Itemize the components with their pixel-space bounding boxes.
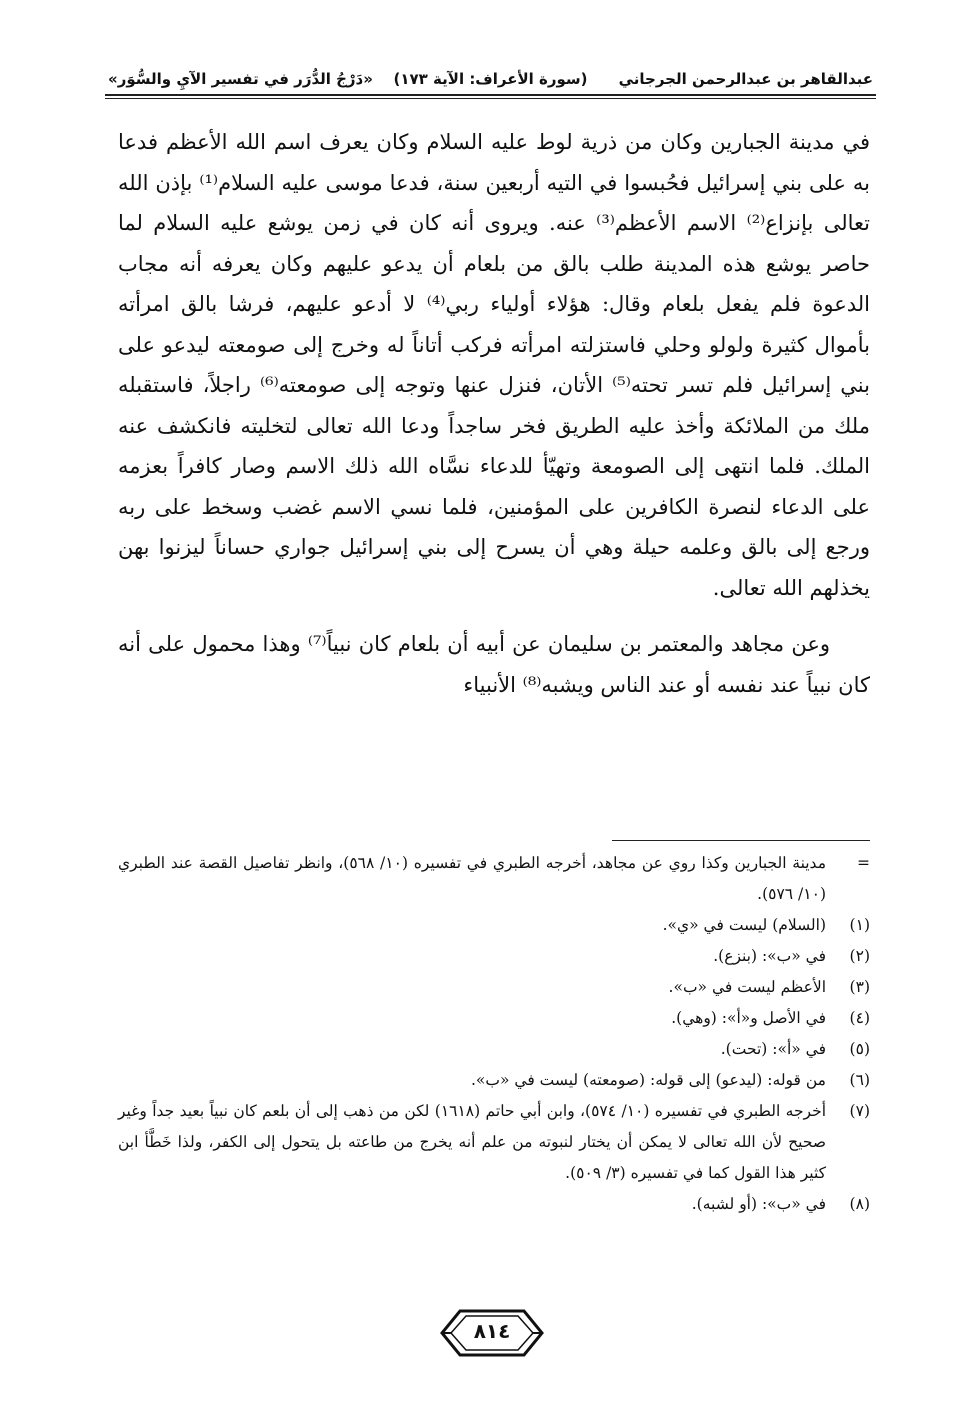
footnotes (118, 848, 870, 1220)
footnote-text: في «ب»: (أو لشبه). (691, 1195, 826, 1213)
header-surah-verse: (سورة الأعراف: الآية ١٧٣) (393, 70, 588, 88)
footnote (118, 1189, 870, 1220)
footnote (118, 1065, 870, 1096)
header-rule (105, 94, 876, 96)
footnote-text: مدينة الجبارين وكذا روي عن مجاهد، أخرجه الطبري في تفسيره (١٠/ ٥٦٨)، وانظر تفاصيل القصة عند الطبري (١٠/ ٥٧٦). (118, 854, 826, 903)
footnote-text: في «أ»: (تحت). (720, 1040, 826, 1058)
footnote-text: (السلام) ليست في «ي». (662, 916, 826, 934)
header-book-title: «دَرْجُ الدُّرَر في تفسير الآيِ والسُّوَر» (108, 70, 373, 88)
footnote (118, 972, 870, 1003)
footnote-number: (١) (849, 916, 870, 934)
running-header (108, 66, 873, 96)
footnote-number: (٥) (849, 1040, 870, 1058)
footnote-number: (٨) (849, 1195, 870, 1213)
footnote-text: في الأصل و«أ»: (وهي). (671, 1009, 826, 1027)
body-paragraph: وعن مجاهد والمعتمر بن سليمان عن أبيه أن بلعام كان نبياً⁽⁷⁾ وهذا محمول على أنه كان نبياً عند نفسه أو عند الناس ويشبه⁽⁸⁾ الأنبياء (118, 632, 870, 697)
footnote (118, 941, 870, 972)
footnote-number: = (857, 854, 870, 872)
footnote-number: (٧) (849, 1102, 870, 1120)
footnote (118, 1096, 870, 1189)
footnote-text: أخرجه الطبري في تفسيره (١٠/ ٥٧٤)، وابن أبي حاتم (١٦١٨) لكن من ذهب إلى أن بلعم كان نبياً بعيد جداً وغير صحيح لأن الله تعالى لا يمكن أن يختار لنبوته من علم أنه يخرج من طاعته بل يتحول إلى الكفر، ولذا خَطَّأ ابن كثير هذا القول كما في تفسيره (٣/ ٥٠٩). (118, 1102, 826, 1182)
footnote (118, 910, 870, 941)
header-rule-thin (105, 98, 876, 99)
page-number-ornament (438, 1307, 546, 1359)
body-paragraph: في مدينة الجبارين وكان من ذرية لوط عليه السلام وكان يعرف اسم الله الأعظم فدعا به على بني إسرائيل فحُبسوا في التيه أربعين سنة، فدعا موسى عليه السلام⁽¹⁾ بإذن الله تعالى بإنزاع⁽²⁾ الاسم الأعظم⁽³⁾ عنه. ويروى أنه كان في زمن يوشع عليه السلام لما حاصر يوشع هذه المدينة طلب بالق من بلعام أن يدعو عليهم وكان يعرفه أنه مجاب الدعوة فلم يفعل بلعام وقال: هؤلاء أولياء ربي⁽⁴⁾ لا أدعو عليهم، فرشا بالق امرأته بأموال كثيرة ولولو وحلي فاستزلته امرأته فركب أتاناً له وخرج إلى صومعته ليدعو على بني إسرائيل فلم تسر تحته⁽⁵⁾ الأتان، فنزل عنها وتوجه إلى صومعته⁽⁶⁾ راجلاً، فاستقبله ملك من الملائكة وأخذ عليه الطريق فخر ساجداً ودعا الله تعالى لتخليته فانكشف عنه الملك. فلما انتهى إلى الصومعة وتهيّأ للدعاء نسَّاه الله ذلك الاسم وصار كافراً بعزمه على الدعاء لنصرة الكافرين على المؤمنين، فلما نسي الاسم غضب وسخط على ربه ورجع إلى بالق وعلمه حيلة وهي أن يسرح إلى بني إسرائيل جواري حساناً ليزنوا بهن يخذلهم الله تعالى. (118, 130, 870, 600)
header-author: عبدالقاهر بن عبدالرحمن الجرجاني (618, 70, 873, 88)
footnote-number: (٣) (849, 978, 870, 996)
page-number: ٨١٤ (473, 1319, 511, 1343)
footnote-text: من قوله: (ليدعو) إلى قوله: (صومعته) ليست في «ب». (471, 1071, 826, 1089)
footnote (118, 1003, 870, 1034)
footnote-number: (٢) (849, 947, 870, 965)
footnote-number: (٤) (849, 1009, 870, 1027)
main-text (118, 122, 870, 705)
footnote-text: الأعظم ليست في «ب». (668, 978, 826, 996)
footnote (118, 1034, 870, 1065)
footnote-text: في «ب»: (بنزع). (713, 947, 826, 965)
footnote-separator (612, 840, 870, 841)
footnote-number: (٦) (849, 1071, 870, 1089)
footnote (118, 848, 870, 910)
